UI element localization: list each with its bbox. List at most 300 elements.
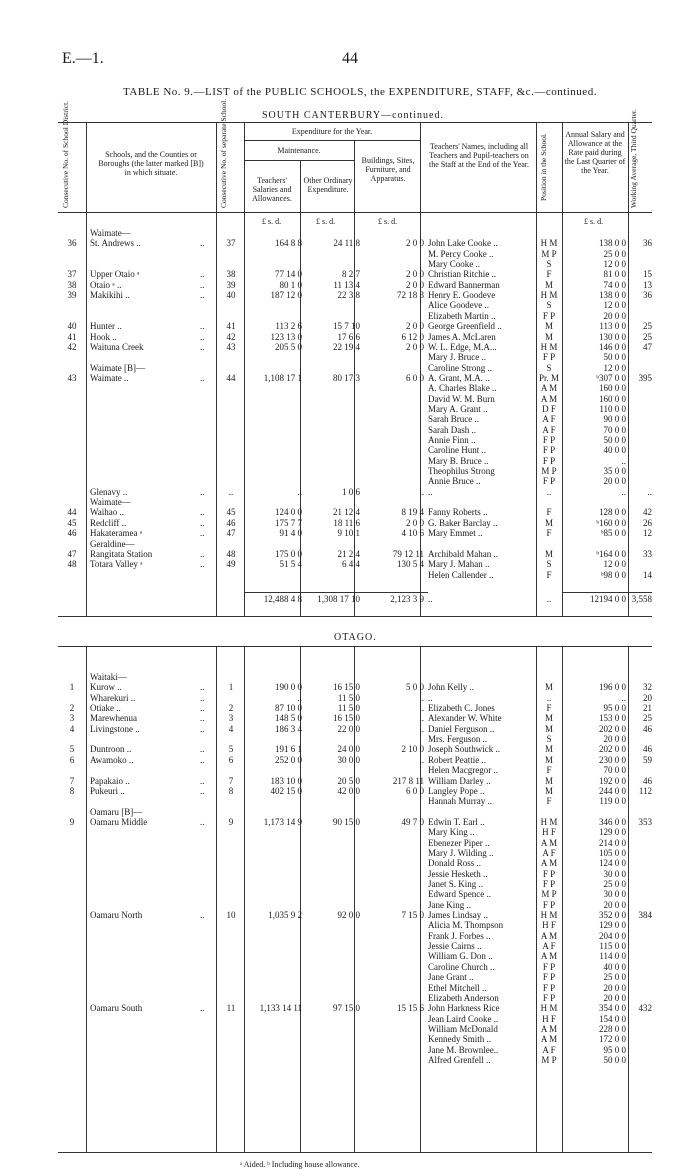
cell-teacher-name: Helen Callender .. xyxy=(428,569,494,580)
table-row xyxy=(58,962,648,973)
cell-teacher-name: John Lake Cooke .. xyxy=(428,238,498,249)
cell-working-average: 3,558 xyxy=(631,594,652,604)
cell-position: F P xyxy=(542,868,556,879)
cell-annual-salary: 228 0 0 xyxy=(599,1023,626,1034)
table-row xyxy=(58,238,652,249)
cell-position: .. xyxy=(546,486,552,497)
cell-leader: .. xyxy=(200,290,205,301)
cell-teacher-name: W. L. Edge, M.A... xyxy=(428,341,497,352)
cell-district-no: 42 xyxy=(67,341,77,352)
cell-teacher-name: Jane M. Brownlee.. xyxy=(428,1044,499,1055)
cell-position: H M xyxy=(540,341,558,352)
cell-separate-no: 48 xyxy=(226,548,236,559)
cell-salaries: 77 14 0 xyxy=(275,269,302,280)
cell-leader: .. xyxy=(200,713,205,724)
cell-teacher-name: A. Charles Blake .. xyxy=(428,383,497,394)
cell-working-average: 25 xyxy=(643,331,652,342)
cell-working-average: 47 xyxy=(643,341,652,352)
table-title: TABLE No. 9.—LIST of the PUBLIC SCHOOLS, the EXPENDITURE, STAFF, &c.—continued. xyxy=(123,86,597,98)
cell-other-expenditure: 20 5 0 xyxy=(337,775,360,786)
cell-position: F P xyxy=(542,445,556,456)
table-row xyxy=(58,816,652,828)
table-row xyxy=(58,404,648,415)
cell-school-name: Upper Otaio ᵃ xyxy=(90,269,140,280)
cell-school-name: Waimate— xyxy=(90,497,131,508)
table-row xyxy=(58,414,648,425)
cell-district-no: 2 xyxy=(69,703,75,714)
header-district-no: Consecutive No. of School District. xyxy=(61,100,70,208)
cell-leader: .. xyxy=(200,341,205,352)
header-separate-no: Consecutive No. of separate School. xyxy=(219,98,228,208)
cell-working-average: 15 xyxy=(643,269,652,280)
cell-position: S xyxy=(546,734,552,745)
cell-other-expenditure: 1,308 17 10 xyxy=(317,594,360,604)
cell-district-no: 38 xyxy=(67,279,77,290)
cell-district-no: 37 xyxy=(67,269,77,280)
cell-position: A M xyxy=(540,837,558,848)
table-row xyxy=(58,445,648,456)
cell-separate-no: 37 xyxy=(226,238,236,249)
cell-annual-salary: 95 0 0 xyxy=(603,703,626,714)
cell-teacher-name: John Kelly .. xyxy=(428,682,474,693)
cell-school-name: Pukeuri .. xyxy=(90,785,125,796)
cell-teacher-name: James Lindsay .. xyxy=(428,910,488,921)
cell-other-expenditure: 11 5 0 xyxy=(337,692,360,703)
cell-working-average: 384 xyxy=(638,910,652,921)
cell-annual-salary: 130 0 0 xyxy=(599,331,626,342)
cell-position: M xyxy=(544,321,553,332)
cell-salaries: 80 1 0 xyxy=(279,279,302,290)
cell-salaries: 12,488 4 8 xyxy=(263,594,302,604)
cell-teacher-name: Annie Finn .. xyxy=(428,435,476,445)
table-row xyxy=(58,807,648,818)
cell-annual-salary: 202 0 0 xyxy=(599,723,626,734)
cell-teacher-name: Mary B. Bruce .. xyxy=(428,455,489,466)
cell-buildings: 72 18 3 xyxy=(397,290,424,301)
cell-teacher-name: Mary Cooke .. xyxy=(428,259,480,270)
table-row xyxy=(58,300,648,311)
cell-position: F xyxy=(546,269,552,280)
cell-salaries: 191 6 1 xyxy=(275,744,302,755)
footnote: ᵃ Aided. ᵇ Including house allowance. xyxy=(240,1160,360,1169)
table-row xyxy=(58,765,648,776)
cell-buildings: .. xyxy=(419,754,424,765)
table-row xyxy=(58,692,652,704)
cell-buildings: .. xyxy=(419,692,424,703)
cell-buildings: 15 15 6 xyxy=(397,1003,424,1014)
cell-other-expenditure: 18 11 6 xyxy=(333,517,360,528)
cell-salaries: 190 0 0 xyxy=(275,682,302,693)
cell-teacher-name: Daniel Ferguson .. xyxy=(428,723,495,734)
cell-annual-salary: 20 0 0 xyxy=(603,310,626,321)
cell-teacher-name: Hannah Murray .. xyxy=(428,796,492,807)
cell-position: H M xyxy=(540,910,558,921)
table-row xyxy=(58,1024,648,1035)
table-row xyxy=(58,249,648,260)
cell-position: F P xyxy=(542,455,556,466)
table-row xyxy=(58,1003,652,1014)
cell-position: F xyxy=(546,507,552,518)
cell-annual-salary: 25 0 0 xyxy=(603,248,626,259)
cell-teacher-name: Caroline Strong .. xyxy=(428,362,492,373)
cell-separate-no: 38 xyxy=(226,269,236,280)
header-buildings: Buildings, Sites, Furniture, and Apparatus. xyxy=(361,156,415,183)
cell-position: M xyxy=(544,785,553,796)
cell-annual-salary: 20 0 0 xyxy=(603,992,626,1003)
cell-teacher-name: .. xyxy=(428,692,433,703)
cell-teacher-name: Mrs. Ferguson .. xyxy=(428,734,488,745)
table-row xyxy=(58,910,652,921)
cell-annual-salary: 138 0 0 xyxy=(599,238,626,249)
cell-district-no: 46 xyxy=(67,528,77,539)
cell-working-average: 25 xyxy=(643,321,652,332)
cell-annual-salary: 70 0 0 xyxy=(603,765,626,776)
table-row xyxy=(58,931,648,942)
cell-teacher-name: Mary A. Grant .. xyxy=(428,403,488,414)
cell-annual-salary: 196 0 0 xyxy=(599,682,626,693)
table-row xyxy=(58,331,652,343)
cell-other-expenditure: 22 0 0 xyxy=(337,723,360,734)
header-schools: Schools, and the Counties or Boroughs (the latter marked [B]) in which situate. xyxy=(98,150,204,177)
cell-school-name: Totara Valley ᵃ xyxy=(90,559,143,570)
cell-annual-salary: 354 0 0 xyxy=(599,1003,626,1014)
cell-separate-no: 11 xyxy=(226,1003,236,1014)
cell-other-expenditure: 22 3 8 xyxy=(337,290,360,301)
cell-leader: .. xyxy=(200,559,205,570)
table-row xyxy=(58,425,648,436)
cell-annual-salary: 30 0 0 xyxy=(603,889,626,900)
cell-position: D F xyxy=(542,403,556,414)
cell-leader: .. xyxy=(200,548,205,559)
cell-teacher-name: Janet S. King .. xyxy=(428,879,483,889)
cell-annual-salary: 12 0 0 xyxy=(603,259,626,270)
table-row xyxy=(58,941,648,952)
cell-buildings: 2 0 0 xyxy=(406,517,424,528)
cell-position: F xyxy=(546,703,552,714)
cell-buildings: 2 0 0 xyxy=(406,341,424,352)
cell-teacher-name: Edwin T. Earl .. xyxy=(428,816,485,827)
cell-separate-no: 40 xyxy=(226,290,236,301)
cell-teacher-name: Sarah Bruce .. xyxy=(428,414,479,425)
header-maintenance: Maintenance. xyxy=(277,146,321,155)
cell-annual-salary: 20 0 0 xyxy=(603,476,626,487)
cell-teacher-name: M. Percy Cooke .. xyxy=(428,248,494,259)
cell-teacher-name: .. xyxy=(428,486,433,497)
cell-teacher-name: Ebenezer Piper .. xyxy=(428,837,490,848)
cell-school-name: Geraldine— xyxy=(90,538,135,549)
cell-annual-salary: 192 0 0 xyxy=(599,775,626,786)
cell-separate-no: 42 xyxy=(226,331,236,342)
cell-buildings: 7 15 0 xyxy=(401,910,424,921)
cell-leader: .. xyxy=(200,238,205,249)
cell-working-average: 42 xyxy=(643,507,652,518)
cell-annual-salary: 119 0 0 xyxy=(599,796,626,807)
cell-position: S xyxy=(546,300,552,311)
cell-annual-salary: 25 0 0 xyxy=(603,879,626,889)
cell-annual-salary: 230 0 0 xyxy=(599,754,626,765)
cell-buildings: 2 0 0 xyxy=(406,269,424,280)
cell-separate-no: 44 xyxy=(226,372,236,383)
cell-buildings: 6 0 0 xyxy=(406,372,424,383)
cell-position: M P xyxy=(541,248,557,259)
cell-working-average: 26 xyxy=(643,517,652,528)
header-average: Working Average, Third Quarter. xyxy=(629,109,638,208)
cell-annual-salary: 40 0 0 xyxy=(603,961,626,972)
cell-working-average: 46 xyxy=(643,723,652,734)
cell-annual-salary: 138 0 0 xyxy=(599,290,626,301)
cell-other-expenditure: 11 13 4 xyxy=(333,279,360,290)
cell-district-no: 36 xyxy=(67,238,77,249)
table-row xyxy=(58,435,648,446)
cell-annual-salary: 50 0 0 xyxy=(603,435,626,445)
cell-position: F P xyxy=(542,982,556,993)
table-row xyxy=(58,517,652,529)
cell-working-average: 21 xyxy=(643,703,652,714)
cell-district-no: 47 xyxy=(67,548,77,559)
cell-position: H F xyxy=(542,920,556,931)
cell-leader: .. xyxy=(200,775,205,786)
table-row xyxy=(58,775,652,787)
cell-teacher-name: Elizabeth C. Jones xyxy=(428,703,495,714)
cell-salaries: 113 2 6 xyxy=(275,321,302,332)
cell-salaries: 148 5 0 xyxy=(275,713,302,724)
cell-position: A F xyxy=(542,941,556,952)
cell-salaries: .. xyxy=(297,486,302,497)
cell-position: F P xyxy=(542,879,556,889)
cell-salaries: 124 0 0 xyxy=(275,507,302,518)
cell-teacher-name: William G. Don .. xyxy=(428,951,493,962)
cell-leader: .. xyxy=(200,682,205,693)
cell-separate-no: 10 xyxy=(226,910,236,921)
cell-district-no: 45 xyxy=(67,517,77,528)
cell-position: M P xyxy=(541,1054,557,1065)
cell-separate-no: 43 xyxy=(226,341,236,352)
cell-separate-no: 5 xyxy=(228,744,234,755)
table-row xyxy=(58,476,648,487)
cell-annual-salary: 40 0 0 xyxy=(603,445,626,456)
cell-teacher-name: Archibald Mahan .. xyxy=(428,548,498,559)
cell-teacher-name: Edward Bannerman xyxy=(428,279,500,290)
cell-leader: .. xyxy=(200,372,205,383)
cell-teacher-name: Joseph Southwick .. xyxy=(428,744,500,755)
cell-other-expenditure: 97 15 0 xyxy=(333,1003,360,1014)
cell-teacher-name: Mary J. Mahan .. xyxy=(428,559,490,570)
cell-buildings: 2 10 0 xyxy=(401,744,424,755)
table-row xyxy=(58,983,648,994)
region-title-otago: OTAGO. xyxy=(334,632,377,643)
table-row xyxy=(58,796,648,807)
cell-salaries: 1,133 14 11 xyxy=(259,1003,302,1014)
table-row xyxy=(58,321,652,332)
cell-salaries: 186 3 4 xyxy=(275,723,302,734)
report-code: E.—1. xyxy=(62,50,104,67)
table-row xyxy=(58,703,652,714)
cell-salaries: 1,035 9 2 xyxy=(268,910,302,921)
cell-other-expenditure: 80 17 3 xyxy=(333,372,360,383)
table-row xyxy=(58,363,648,374)
cell-leader: .. xyxy=(200,744,205,755)
cell-annual-salary: 90 0 0 xyxy=(603,414,626,425)
cell-leader: .. xyxy=(200,331,205,342)
cell-annual-salary: 35 0 0 xyxy=(603,466,626,477)
cell-annual-salary: 25 0 0 xyxy=(603,972,626,983)
cell-leader: .. xyxy=(200,486,205,497)
cell-teacher-name: Sarah Dash .. xyxy=(428,424,476,435)
cell-position: H F xyxy=(542,827,556,838)
cell-salaries: 187 12 0 xyxy=(270,290,302,301)
cell-teacher-name: Jane King .. xyxy=(428,899,471,910)
cell-school-name: Hunter .. xyxy=(90,321,122,332)
cell-annual-salary: 160 0 0 xyxy=(599,393,626,404)
cell-other-expenditure: 16 15 0 xyxy=(333,682,360,693)
cell-district-no: 8 xyxy=(69,785,75,796)
table-row xyxy=(58,713,652,724)
cell-separate-no: .. xyxy=(228,486,234,497)
table-row xyxy=(58,559,648,570)
cell-position: F P xyxy=(542,961,556,972)
cell-position: F xyxy=(546,765,552,776)
cell-position: M xyxy=(544,754,553,765)
cell-other-expenditure: 90 15 0 xyxy=(333,816,360,827)
cell-other-expenditure: 11 5 0 xyxy=(337,703,360,714)
cell-district-no: 4 xyxy=(69,723,75,734)
cell-separate-no: 41 xyxy=(226,321,236,332)
cell-school-name: Makikihi .. xyxy=(90,290,130,301)
cell-position: M P xyxy=(541,466,557,477)
cell-position: M xyxy=(544,744,553,755)
cell-school-name: Waihao .. xyxy=(90,507,125,518)
cell-buildings: 49 7 0 xyxy=(401,816,424,827)
cell-position: A M xyxy=(540,1034,558,1045)
table-row xyxy=(58,672,648,683)
cell-teacher-name: Caroline Hunt .. xyxy=(428,445,486,456)
cell-teacher-name: Christian Ritchie .. xyxy=(428,269,496,280)
cell-annual-salary: 214 0 0 xyxy=(599,837,626,848)
cell-annual-salary: 128 0 0 xyxy=(599,507,626,518)
cell-buildings: 79 12 11 xyxy=(392,548,424,559)
cell-salaries: 183 10 0 xyxy=(270,775,302,786)
cell-teacher-name: Donald Ross .. xyxy=(428,858,482,869)
cell-other-expenditure: 21 2 4 xyxy=(337,548,360,559)
cell-district-no: 7 xyxy=(69,775,75,786)
cell-annual-salary: 110 0 0 xyxy=(599,403,626,414)
cell-position: .. xyxy=(546,594,552,604)
table-row xyxy=(58,744,652,755)
cell-annual-salary: 50 0 0 xyxy=(603,1054,626,1065)
table-row xyxy=(58,1014,648,1025)
cell-other-expenditure: 22 19 4 xyxy=(333,341,360,352)
cell-position: A F xyxy=(542,1044,556,1055)
region-title-south-canterbury: SOUTH CANTERBURY—continued. xyxy=(262,110,444,121)
cell-separate-no: 8 xyxy=(228,785,234,796)
cell-buildings: 2 0 0 xyxy=(406,279,424,290)
cell-other-expenditure: 24 11 8 xyxy=(333,238,360,249)
cell-district-no: 44 xyxy=(67,507,77,518)
cell-position: H M xyxy=(540,238,558,249)
cell-working-average: 14 xyxy=(643,569,652,580)
table-row xyxy=(58,486,652,498)
cell-separate-no: 39 xyxy=(226,279,236,290)
cell-position: M xyxy=(544,331,553,342)
table-row xyxy=(58,827,648,838)
cell-separate-no: 1 xyxy=(228,682,234,693)
cell-annual-salary: 352 0 0 xyxy=(599,910,626,921)
cell-position: F P xyxy=(542,310,556,321)
table-row xyxy=(58,456,648,467)
cell-teacher-name: Elizabeth Anderson xyxy=(428,992,499,1003)
cell-teacher-name: Mary King .. xyxy=(428,827,475,838)
cell-district-no: 5 xyxy=(69,744,75,755)
cell-position: M xyxy=(544,775,553,786)
cell-other-expenditure: 21 12 4 xyxy=(333,507,360,518)
cell-buildings: .. xyxy=(419,713,424,724)
cell-school-name: Kurow .. xyxy=(90,682,122,693)
cell-position: M xyxy=(544,517,553,528)
cell-teacher-name: John Harkness Rice xyxy=(428,1003,500,1014)
cell-annual-salary: 12194 0 0 xyxy=(590,594,626,604)
cell-salaries: 205 5 0 xyxy=(275,341,302,352)
cell-position: M xyxy=(544,279,553,290)
cell-working-average: 353 xyxy=(638,816,652,827)
table-row xyxy=(58,528,652,539)
cell-position: S xyxy=(546,362,552,373)
cell-other-expenditure: 8 2 7 xyxy=(342,269,360,280)
cell-salaries: 175 7 7 xyxy=(275,517,302,528)
cell-school-name: Marewhenua xyxy=(90,713,137,724)
cell-salaries: 164 8 8 xyxy=(275,238,302,249)
cell-position: M xyxy=(544,548,553,559)
cell-teacher-name: Jane Grant .. xyxy=(428,972,474,983)
cell-school-name: Duntroon .. xyxy=(90,744,132,755)
cell-salaries: .. xyxy=(297,692,302,703)
cell-other-expenditure: 6 4 4 xyxy=(342,559,360,570)
cell-working-average: 432 xyxy=(638,1003,652,1014)
cell-teacher-name: G. Baker Barclay .. xyxy=(428,517,498,528)
cell-teacher-name: Elizabeth Martin .. xyxy=(428,310,496,321)
cell-teacher-name: Fanny Roberts .. xyxy=(428,507,488,518)
cell-position: F P xyxy=(542,899,556,910)
table-row xyxy=(58,972,648,983)
cell-buildings: 4 10 6 xyxy=(401,528,424,539)
cell-teacher-name: Mary J. Wilding .. xyxy=(428,847,494,858)
cell-district-no: 40 xyxy=(67,321,77,332)
table-row xyxy=(58,879,648,890)
cell-annual-salary: 172 0 0 xyxy=(599,1034,626,1045)
cell-position: F P xyxy=(542,972,556,983)
cell-buildings: .. xyxy=(419,723,424,734)
cell-leader: .. xyxy=(200,703,205,714)
cell-school-name: Waimate [B]— xyxy=(90,362,146,373)
cell-working-average: 46 xyxy=(643,744,652,755)
cell-district-no: 9 xyxy=(69,816,75,827)
cell-annual-salary: 81 0 0 xyxy=(603,269,626,280)
cell-teacher-name: Mary Emmet .. xyxy=(428,528,483,539)
cell-teacher-name: Theophilus Strong xyxy=(428,466,495,477)
cell-annual-salary: 70 0 0 xyxy=(603,424,626,435)
cell-annual-salary: 244 0 0 xyxy=(599,785,626,796)
cell-teacher-name: Jean Laird Cooke .. xyxy=(428,1013,499,1024)
cell-annual-salary: 160 0 0 xyxy=(599,383,626,394)
cell-separate-no: 7 xyxy=(228,775,234,786)
cell-position: F P xyxy=(542,992,556,1003)
cell-working-average: 20 xyxy=(643,692,652,703)
cell-teacher-name: Frank J. Forbes .. xyxy=(428,930,491,941)
header-position: Position in the School. xyxy=(539,133,548,201)
cell-annual-salary: 105 0 0 xyxy=(599,847,626,858)
cell-other-expenditure: 42 0 0 xyxy=(337,785,360,796)
cell-position: S xyxy=(546,559,552,570)
cell-position: H F xyxy=(542,1013,556,1024)
